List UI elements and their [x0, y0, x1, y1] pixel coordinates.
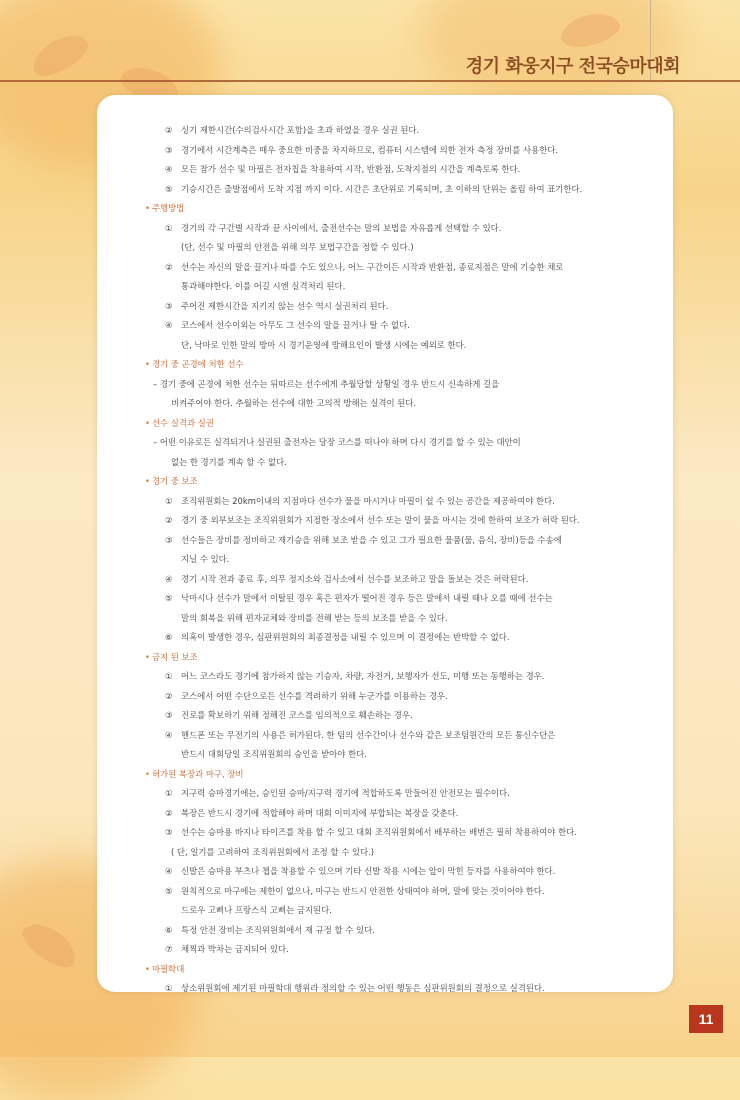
item-text: 상소위원회에 제기된 마필학대 행위라 정의할 수 있는 어떤 행동은 심판위원회의 결정으로 실격된다.	[181, 983, 545, 993]
rule-item	[145, 319, 665, 339]
rule-item	[145, 865, 665, 885]
item-number: ④	[165, 729, 173, 740]
section-heading	[145, 475, 665, 495]
item-number: ①	[165, 495, 173, 506]
item-text: 선수들은 장비를 정비하고 재기승을 위해 보조 받을 수 있고 그가 필요한 물품(물, 음식, 장비)등을 수송에	[181, 534, 562, 545]
rule-text-line: 단, 낙마로 인한 말의 방마 시 경기운영에 방해요인이 발생 시에는 예외로 한다.	[181, 339, 467, 350]
rule-text-line: 없는 한 경기를 계속 할 수 없다.	[171, 456, 287, 467]
item-number: ②	[165, 807, 173, 818]
rule-item	[145, 924, 665, 944]
item-number: ③	[165, 710, 173, 720]
bullet-icon: •	[145, 359, 150, 369]
rule-item	[145, 222, 665, 242]
item-number: ②	[165, 515, 173, 525]
item-text: 특정 안전 장비는 조직위원회에서 재 규정 할 수 있다.	[181, 924, 375, 935]
rule-text-line: 통과해야한다. 이를 어길 시엔 실격처리 된다.	[181, 281, 346, 291]
rule-item	[145, 729, 665, 749]
item-text: 선수는 승마용 바지나 타이즈를 착용 할 수 있고 대회 조직위원회에서 배부하는 배번은 필히 착용하여야 한다.	[181, 827, 577, 837]
heading-text: 선수 실격과 실권	[151, 417, 214, 428]
item-text: 원칙적으로 마구에는 제한이 없으나, 마구는 반드시 안전한 상태여야 하며, 말에 맞는 것이어야 한다.	[181, 885, 545, 896]
rule-item	[145, 495, 665, 515]
rule-item	[145, 124, 665, 144]
item-text: 조직위원회는 20km이내의 지점마다 선수가 물을 마시거나 마필이 쉴 수 있는 공간을 제공하여야 한다.	[181, 495, 555, 506]
item-text: 기승시간은 출발점에서 도착 지점 까지 이다. 시간은 초단위로 기록되며, 초 이하의 단위는 올림 하여 표기한다.	[181, 183, 583, 194]
bullet-icon: •	[145, 768, 150, 779]
rule-text-line: 드로우 고삐나 프랑스식 고삐는 금지된다.	[181, 905, 332, 915]
item-number: ②	[165, 690, 173, 701]
rule-item	[145, 787, 665, 807]
item-number: ①	[165, 222, 173, 233]
rule-text-line: ( 단, 일기를 고려하여 조직위원회에서 조정 할 수 있다.)	[171, 846, 375, 857]
rule-text-line: 말의 회복을 위해 편자교체와 장비를 전해 받는 등의 보조를 받을 수 있다.	[181, 612, 448, 623]
item-number: ④	[165, 320, 173, 330]
bullet-icon: •	[145, 417, 150, 428]
item-number: ①	[165, 671, 173, 681]
item-text: 낙마시나 선수가 말에서 이탈된 경우 혹은 편자가 떨어진 경우 등은 말에서 내릴 때나 오를 때에 선수는	[181, 593, 553, 603]
rule-text-line: 비켜주어야 한다. 추월하는 선수에 대한 고의적 방해는 실격이 된다.	[171, 398, 417, 408]
rule-item	[145, 885, 665, 905]
rule-item	[145, 163, 665, 183]
rule-text-line: 반드시 대회당일 조직위원회의 승인을 받아야 한다.	[181, 749, 367, 759]
item-text: 핸드폰 또는 무전기의 사용은 허가된다. 한 팀의 선수간이나 선수와 같은 보조팀원간의 모든 통신수단은	[181, 729, 556, 740]
item-text: 경기 시작 전과 종료 후, 의무 정지소와 검사소에서 선수를 보조하고 말을 돌보는 것은 허락된다.	[181, 573, 529, 584]
item-number: ①	[165, 788, 173, 798]
section-heading	[145, 358, 665, 378]
rule-item	[145, 300, 665, 320]
rule-item	[145, 514, 665, 534]
rule-item	[145, 183, 665, 203]
rules-text	[145, 124, 665, 1002]
bullet-icon: •	[145, 651, 150, 662]
item-number: ⑤	[165, 183, 173, 194]
rule-text-line: – 경기 중에 곤경에 처한 선수는 뒤따르는 선수에게 추월당할 상황일 경우 반드시 신속하게 길을	[153, 378, 500, 389]
item-text: 코스에서 선수이외는 아무도 그 선수의 말을 끌거나 탈 수 없다.	[181, 320, 410, 330]
item-number: ⑤	[165, 885, 173, 896]
bullet-icon: •	[145, 203, 150, 213]
rule-item	[145, 982, 665, 1002]
item-text: 경기 중 외부보조는 조직위원회가 지정한 장소에서 선수 또는 말이 물을 마시는 것에 한하여 보조가 허락 된다.	[181, 515, 580, 525]
heading-text: 경기 중 곤경에 처한 선수	[151, 359, 244, 369]
item-text: 싱기 제한시간(수의검사시간 포함)을 초과 하였을 경우 실권 된다.	[181, 125, 420, 135]
item-text: 진로를 확보하기 위해 정해진 코스를 임의적으로 훼손하는 경우.	[181, 710, 413, 720]
rule-text-line: – 어떤 이유로든 실격되거나 실권된 출전자는 당장 코스를 떠나야 하며 다시 경기를 할 수 있는 대안이	[153, 437, 521, 447]
section-heading	[145, 963, 665, 983]
item-text: 신발은 승마용 부츠나 챕을 착용할 수 있으며 기타 신발 착용 시에는 앞이 막힌 등자를 사용하여야 한다.	[181, 866, 556, 876]
item-number: ②	[165, 261, 173, 272]
rule-item	[145, 826, 665, 846]
item-text: 선수는 자신의 말을 끌거나 따를 수도 있으나, 어느 구간이든 시작과 반환점, 종료지점은 말에 기승한 채로	[181, 261, 564, 272]
rule-item	[145, 261, 665, 281]
item-number: ⑥	[165, 632, 173, 642]
item-number: ③	[165, 534, 173, 545]
rule-item	[145, 807, 665, 827]
item-text: 복장은 반드시 경기에 적합해야 하며 대회 이미지에 부합되는 복장을 갖춘다.	[181, 807, 459, 818]
item-number: ②	[165, 125, 173, 135]
item-text: 경기에서 시간계측은 매우 중요한 비중을 차지하므로, 컴퓨터 시스템에 의한 전자 측정 장비를 사용한다.	[181, 144, 559, 155]
item-number: ③	[165, 300, 173, 311]
page-title: 경기 화웅지구 전국승마대회	[465, 56, 680, 77]
rule-item	[145, 943, 665, 963]
item-number: ①	[165, 983, 173, 993]
item-number: ⑦	[165, 944, 173, 954]
heading-text: 경기 중 보조	[151, 476, 198, 486]
rule-item	[145, 534, 665, 554]
rule-item	[145, 690, 665, 710]
rule-item	[145, 709, 665, 729]
section-heading	[145, 651, 665, 671]
rule-item	[145, 631, 665, 651]
bullet-icon: •	[145, 476, 150, 486]
item-number: ⑤	[165, 593, 173, 603]
section-heading	[145, 768, 665, 788]
page-number: 11	[689, 1005, 723, 1033]
heading-text: 주행방법	[151, 203, 185, 213]
item-number: ③	[165, 144, 173, 155]
rule-item	[145, 573, 665, 593]
rule-text-line: (단, 선수 및 마필의 안전을 위해 의무 보법구간을 정할 수 있다.)	[181, 242, 414, 252]
item-number: ④	[165, 866, 173, 876]
rule-item	[145, 592, 665, 612]
heading-text: 허가된 복장과 마구, 장비	[151, 768, 244, 779]
section-heading	[145, 202, 665, 222]
item-text: 경기의 각 구간별 시작과 끝 사이에서, 출전선수는 말의 보법을 자유롭게 선택할 수 있다.	[181, 222, 502, 233]
heading-text: 금지 된 보조	[151, 651, 198, 662]
item-text: 어느 코스라도 경기에 참가하지 않는 기승자, 차량, 자전거, 보행자가 선도, 미행 또는 동행하는 경우.	[181, 671, 545, 681]
item-number: ④	[165, 164, 173, 174]
item-text: 지구력 승마경기에는, 승인된 승마/지구력 경기에 적합하도록 만들어진 안전모는 필수이다.	[181, 788, 510, 798]
rule-text-line: 지닐 수 있다.	[181, 554, 230, 564]
item-number: ⑥	[165, 924, 173, 935]
item-number: ④	[165, 573, 173, 584]
bullet-icon: •	[145, 963, 150, 974]
item-text: 의혹이 발생한 경우, 심판위원회의 최종결정을 내릴 수 있으며 이 결정에는 반박할 수 없다.	[181, 632, 510, 642]
item-text: 모든 참가 선수 및 마필은 전자칩을 착용하여 시작, 반환점, 도착지점의 시간을 계측토록 한다.	[181, 164, 521, 174]
section-heading	[145, 417, 665, 437]
item-text: 코스에서 어떤 수단으로든 선수를 격려하기 위해 누군가를 이용하는 경우.	[181, 690, 448, 701]
item-text: 채찍과 박차는 금지되어 있다.	[181, 944, 289, 954]
title-rule	[0, 80, 740, 82]
rule-item	[145, 144, 665, 164]
item-text: 주어진 제한시간을 지키지 않는 선수 역시 실권처리 된다.	[181, 300, 389, 311]
rule-item	[145, 670, 665, 690]
heading-text: 마필학대	[151, 963, 185, 974]
item-number: ③	[165, 827, 173, 837]
